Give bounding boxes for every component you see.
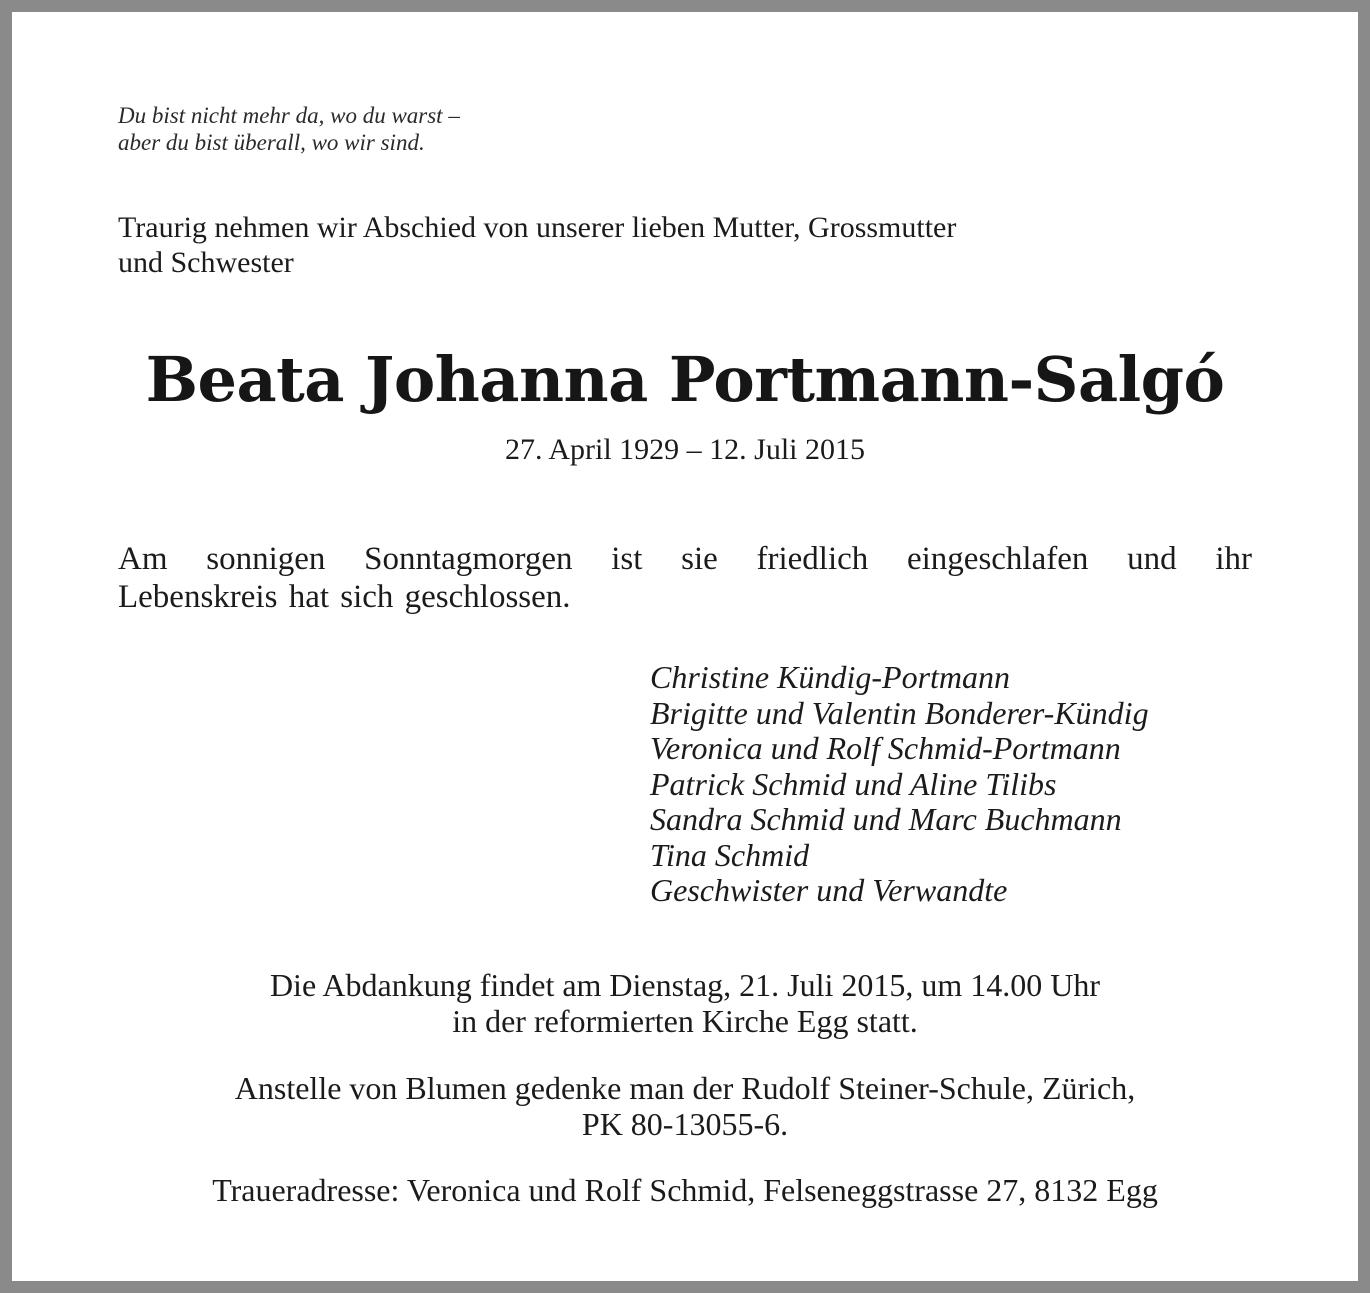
service-line-1: Die Abdankung findet am Dienstag, 21. Juli 2015, um 14.00 Uhr bbox=[269, 967, 1101, 1003]
deceased-name: Beata Johanna Portmann-Salgó bbox=[145, 343, 1225, 416]
donation-line-2: PK 80-13055-6. bbox=[581, 1106, 789, 1142]
mourning-address: Traueradresse: Veronica und Rolf Schmid, Felseneggstrasse 27, 8132 Egg bbox=[212, 1172, 1158, 1208]
mourner-name: Veronica und Rolf Schmid-Portmann bbox=[650, 730, 1121, 766]
service-notice bbox=[72, 967, 1298, 1039]
life-dates: 27. April 1929 – 12. Juli 2015 bbox=[504, 433, 865, 466]
intro-line-1: Traurig nehmen wir Abschied von unserer lieben Mutter, Grossmutter bbox=[118, 211, 957, 244]
message-text bbox=[118, 540, 1252, 616]
mourners-list bbox=[650, 660, 1270, 909]
mourner-name: Tina Schmid bbox=[650, 836, 810, 873]
intro-text bbox=[118, 210, 1252, 280]
mourner-name: Christine Kündig-Portmann bbox=[650, 659, 1011, 695]
message-line-1: Am sonnigen Sonntagmorgen ist sie friedlich eingeschlafen und ihr bbox=[118, 541, 1252, 577]
donation-line-1: Anstelle von Blumen gedenke man der Rudolf Steiner-Schule, Zürich, bbox=[234, 1070, 1136, 1106]
motto-line-1: Du bist nicht mehr da, wo du warst – bbox=[118, 103, 460, 128]
mourner-name: Brigitte und Valentin Bonderer-Kündig bbox=[650, 694, 1149, 731]
obituary-page bbox=[12, 12, 1358, 1281]
mourner-name: Patrick Schmid und Aline Tilibs bbox=[650, 765, 1057, 802]
donation-notice bbox=[72, 1070, 1298, 1142]
mourner-name: Geschwister und Verwandte bbox=[650, 872, 1008, 908]
intro-line-2: und Schwester bbox=[118, 246, 294, 279]
service-line-2: in der reformierten Kirche Egg statt. bbox=[452, 1003, 918, 1039]
mourner-name: Sandra Schmid und Marc Buchmann bbox=[650, 801, 1122, 837]
message-line-2: Lebenskreis hat sich geschlossen. bbox=[118, 579, 571, 615]
motto-line-2: aber du bist überall, wo wir sind. bbox=[118, 130, 425, 155]
motto-quote bbox=[118, 102, 718, 156]
